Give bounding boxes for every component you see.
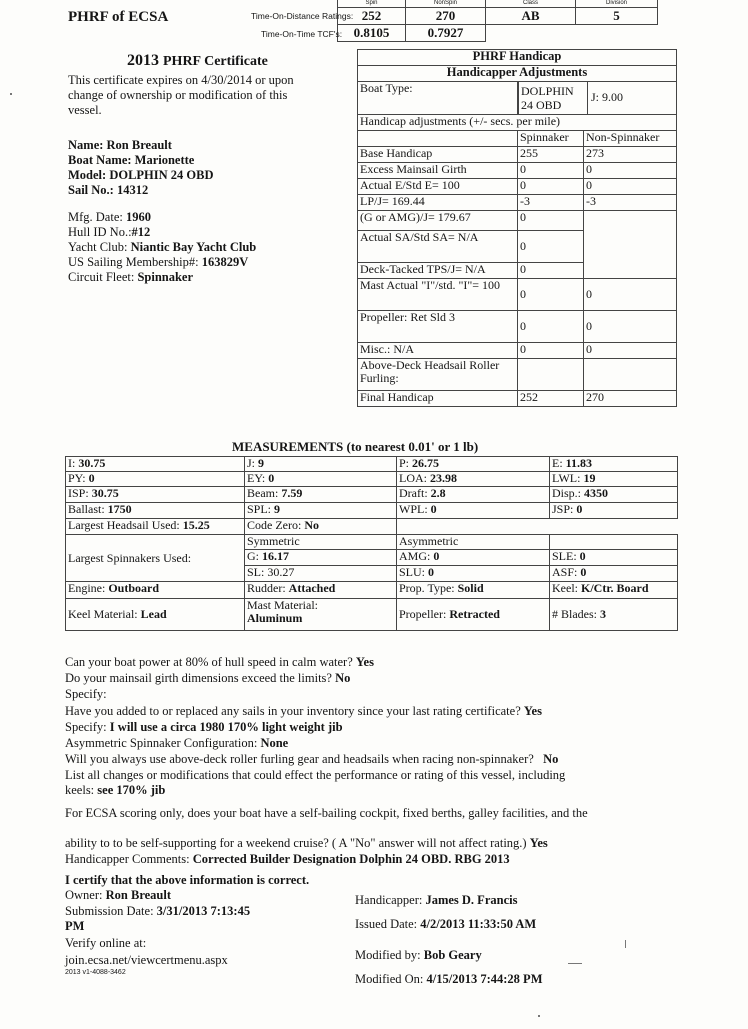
sail-number: 14312 [116,183,149,197]
question-text: keels: [65,783,95,797]
value: 0 [576,502,583,516]
adj-spin [518,359,584,391]
col-spinnaker: Spinnaker [518,131,584,147]
label: Keel: [552,581,578,595]
value: Lead [140,607,167,621]
adj-nonspin-blank [584,211,677,279]
label: Specify: [65,720,107,734]
adj-spin: 0 [518,343,584,359]
handicap-subtitle: Handicapper Adjustments [358,66,677,82]
meas-cell [66,582,245,599]
label: Code Zero: [247,518,302,532]
scan-speck [10,93,12,95]
owner-name-row [68,138,256,153]
document-code: 2013 v1-4088-3462 [65,969,126,976]
col-spin-label: Spin [338,0,406,7]
label: Keel Material: [68,607,138,621]
club-row [68,240,256,255]
label: Name: [68,138,104,152]
mfg-row [68,210,256,225]
label: Handicapper: [355,893,423,907]
meas-cell [397,503,550,519]
meas-cell [245,550,397,566]
value: 30.27 [267,565,295,579]
value: Aluminum [247,611,303,625]
label: Hull ID No.: [68,225,132,239]
owner-name: Ron Breault [105,888,172,902]
meas-cell [66,503,245,519]
label: Issued Date: [355,917,418,931]
label: SPL: [247,502,272,516]
meas-cell [245,487,397,503]
label: SL: [247,565,265,579]
label: Propeller: [399,607,447,621]
meas-cell [397,457,550,472]
adj-nonspin: -3 [584,195,677,211]
label: Boat Name: [68,153,132,167]
adj-nonspin [584,359,677,391]
meas-cell [66,519,245,535]
j-value: J: 9.00 [591,90,624,104]
verify-link[interactable]: join.ecsa.net/viewcertmenu.aspx [65,953,228,967]
label: Rudder: [247,581,286,595]
label: Handicapper Comments: [65,852,190,866]
scan-speck [625,940,626,948]
adj-spin: 0 [518,263,584,279]
value: 0 [580,565,587,579]
submission-pm: PM [65,919,85,933]
owner-row [65,888,171,903]
label: JSP: [552,502,574,516]
meas-cell [66,599,245,631]
fleet-row [68,270,256,285]
hull-row [68,225,256,240]
label: Model: [68,168,107,182]
question-hull-speed [65,655,374,670]
meas-cell [66,472,245,487]
boat-type-value: DOLPHIN 24 OBD [518,82,588,114]
value: 15.25 [182,518,210,532]
answer: I will use a circa 1980 170% light weight jib [109,720,343,734]
handicap-title: PHRF Handicap [358,50,677,66]
modified-on: 4/15/2013 7:44:28 PM [426,972,543,986]
adj-label: Mast Actual "I"/std. "I"= 100 [358,279,518,311]
question-asym [65,736,288,751]
boat-type-label: Boat Type: [358,82,518,115]
tod-label: Time-On-Distance Ratings: [251,11,354,21]
question-text: Asymmetric Spinnaker Configuration: [65,736,258,750]
expiry-line: change of ownership or modification of this [68,88,288,102]
modified-by: Bob Geary [423,948,482,962]
label: Circuit Fleet: [68,270,135,284]
label: J: [247,456,256,470]
scan-speck [568,963,582,964]
label: US Sailing Membership#: [68,255,199,269]
label: PY: [68,471,86,485]
answer: No [335,671,351,685]
asymmetric-label: Asymmetric [397,535,550,550]
meas-cell [550,550,678,566]
measurements-title: MEASUREMENTS (to nearest 0.01' or 1 lb) [232,439,479,454]
col-non-spinnaker: Non-Spinnaker [584,131,677,147]
label: SLE: [552,549,577,563]
adjust-label: Handicap adjustments (+/- secs. per mile) [358,115,677,131]
adj-label: Misc.: N/A [358,343,518,359]
label: LOA: [399,471,427,485]
label: E: [552,456,563,470]
handicapper-name: James D. Francis [425,893,518,907]
answer: see 170% jib [97,783,166,797]
label: LWL: [552,471,581,485]
value: Retracted [449,607,500,621]
meas-cell [550,599,678,631]
adj-label: Propeller: Ret Sld 3 [358,311,518,343]
question-text: Do your mainsail girth dimensions exceed the limits? [65,671,332,685]
meas-cell [397,550,550,566]
adj-label: Actual E/Std E= 100 [358,179,518,195]
label: Disp.: [552,486,582,500]
sail-row [68,183,256,198]
value: 0 [88,471,95,485]
adj-spin: 0 [518,179,584,195]
answer: None [260,736,289,750]
specify-sails [65,720,343,735]
adj-spin: 0 [518,231,584,263]
value: 0 [433,549,440,563]
label: Ballast: [68,502,105,516]
question-ecsa-cont [65,836,548,851]
label: Beam: [247,486,279,500]
yacht-club: Niantic Bay Yacht Club [130,240,257,254]
expiry-line: This certificate expires on 4/30/2014 or upon [68,73,294,87]
measurements-table [65,456,678,631]
submission-date: 3/31/2013 7:13:45 [156,904,251,918]
label: Engine: [68,581,106,595]
division-value: 5 [576,7,658,24]
membership-number: 163829V [201,255,249,269]
label: Yacht Club: [68,240,128,254]
meas-cell [550,472,678,487]
meas-cell [245,582,397,599]
boat-name: Marionette [134,153,195,167]
label: ISP: [68,486,89,500]
meas-cell [550,503,678,519]
issued-date: 4/2/2013 11:33:50 AM [420,917,537,931]
adj-nonspin: 0 [584,311,677,343]
value: 19 [583,471,596,485]
label: Modified by: [355,948,421,962]
question-text: ability to to be self-supporting for a weekend cruise? ( A "No" answer will not affect rating.) [65,836,527,850]
final-nonspin: 270 [584,391,677,407]
specify-label: Specify: [65,687,107,701]
meas-cell [66,457,245,472]
label: G: [247,549,259,563]
meas-cell [245,599,397,631]
mfg-date: 1960 [125,210,151,224]
adj-spin: 0 [518,163,584,179]
value: 0 [579,549,586,563]
meas-cell [245,472,397,487]
final-handicap-label: Final Handicap [358,391,518,407]
adj-spin: 0 [518,279,584,311]
label: SLU: [399,565,426,579]
label: P: [399,456,410,470]
adj-nonspin: 273 [584,147,677,163]
adj-nonspin: 0 [584,179,677,195]
circuit-fleet: Spinnaker [137,270,194,284]
value: 3 [600,607,606,621]
meas-cell [397,566,550,582]
label: WPL: [399,502,428,516]
adj-label: (G or AMG)/J= 179.67 [358,211,518,231]
nonspin-rating: 270 [406,7,486,24]
meas-cell [550,487,678,503]
handicapper-row [355,893,517,908]
adj-label: Deck-Tacked TPS/J= N/A [358,263,518,279]
col-class-label: Class [486,0,576,7]
value: 7.59 [281,486,303,500]
label: Sail No.: [68,183,114,197]
scan-speck [538,1015,540,1017]
symmetric-label: Symmetric [245,535,397,550]
label: Largest Headsail Used: [68,518,180,532]
modified-on-row [355,972,543,987]
adj-label: Actual SA/Std SA= N/A [358,231,518,263]
value: 1750 [107,502,132,516]
owner-name: Ron Breault [106,138,172,152]
adj-nonspin: 0 [584,163,677,179]
answer: Yes [355,655,374,669]
tot-label: Time-On-Time TCF's: [261,29,343,39]
value: 4350 [584,486,609,500]
adj-label: Above-Deck Headsail Roller Furling: [358,359,518,391]
answer: Yes [529,836,548,850]
class-value: AB [486,7,576,24]
value: 0 [428,565,435,579]
value: 2.8 [430,486,446,500]
certify-statement: I certify that the above information is correct. [65,873,310,887]
adj-spin: 0 [518,311,584,343]
value: 26.75 [412,456,440,470]
question-changes: List all changes or modifications that could effect the performance or rating of this vessel, including [65,768,566,782]
spin-rating: 252 [338,7,406,24]
label: I: [68,456,76,470]
question-text: Can your boat power at 80% of hull speed in calm water? [65,655,353,669]
adj-spin: 255 [518,147,584,163]
meas-cell [397,487,550,503]
spinnakers-label: Largest Spinnakers Used: [66,535,245,582]
meas-cell [245,457,397,472]
modified-by-row [355,948,482,963]
label: AMG: [399,549,431,563]
boat-type-cell [518,82,677,115]
value: 0 [268,471,275,485]
value: Attached [288,581,336,595]
label: Draft: [399,486,428,500]
rating-summary-table [337,0,658,42]
adj-spin: -3 [518,195,584,211]
answer: No [543,752,559,766]
value: 9 [258,456,265,470]
model: DOLPHIN 24 OBD [109,168,214,182]
value: K/Ctr. Board [581,581,649,595]
adj-label: Excess Mainsail Girth [358,163,518,179]
value: 30.75 [91,486,119,500]
value: Outboard [108,581,160,595]
question-furling [65,752,558,767]
meas-cell [245,503,397,519]
adj-label: Base Handicap [358,147,518,163]
submission-row [65,904,250,919]
value: 0 [430,502,437,516]
handicapper-comments [65,852,510,867]
label: # Blades: [552,607,597,621]
meas-cell [550,457,678,472]
blank-cell [358,131,518,147]
certificate-title-text: PHRF Certificate [163,54,268,69]
meas-cell [245,519,397,535]
model-row [68,168,256,183]
meas-cell [245,566,397,582]
col-nonspin-label: NonSpin [406,0,486,7]
comment: Corrected Builder Designation Dolphin 24 OBD. RBG 2013 [192,852,510,866]
value: No [304,518,319,532]
meas-cell [397,599,550,631]
adj-nonspin: 0 [584,343,677,359]
final-spin: 252 [518,391,584,407]
hull-id: #12 [131,225,151,239]
verify-label: Verify online at: [65,936,147,950]
ussm-row [68,255,256,270]
value: 16.17 [262,549,289,563]
certificate-title [127,52,268,70]
tcf-spin: 0.8105 [338,24,406,41]
boat-name-row [68,153,256,168]
question-text: Have you added to or replaced any sails in your inventory since your last rating certificate? [65,704,521,718]
certificate-year: 2013 [127,52,159,69]
label: EY: [247,471,266,485]
owner-info-block [68,138,256,285]
label: Prop. Type: [399,581,455,595]
meas-cell [397,472,550,487]
question-text: Will you always use above-deck roller furling gear and headsails when racing non-spinnaker? [65,752,534,766]
meas-cell [550,566,678,582]
adj-spin: 0 [518,211,584,231]
answer: Yes [523,704,542,718]
question-ecsa: For ECSA scoring only, does your boat have a self-bailing cockpit, fixed berths, galley facilities, and the [65,806,588,820]
label: Modified On: [355,972,424,986]
issued-row [355,917,536,932]
question-changes-cont [65,783,165,798]
handicap-table [357,49,677,407]
tcf-nonspin: 0.7927 [406,24,486,41]
question-sails [65,704,542,719]
blank-cell [550,535,678,550]
meas-cell [66,487,245,503]
expiry-line: vessel. [68,103,102,117]
question-girth [65,671,350,686]
label: Mast Material: [247,598,318,612]
expiry-notice [68,73,294,118]
meas-cell [550,582,678,599]
adj-label: LP/J= 169.44 [358,195,518,211]
meas-cell [397,582,550,599]
value: 30.75 [78,456,106,470]
value: 23.98 [430,471,457,485]
value: 9 [274,502,281,516]
label: ASF: [552,565,578,579]
value: Solid [457,581,484,595]
adj-nonspin: 0 [584,279,677,311]
label: Submission Date: [65,904,154,918]
label: Owner: [65,888,103,902]
org-title: PHRF of ECSA [68,9,169,25]
value: 11.83 [565,456,593,470]
col-division-label: Division [576,0,658,7]
label: Mfg. Date: [68,210,123,224]
